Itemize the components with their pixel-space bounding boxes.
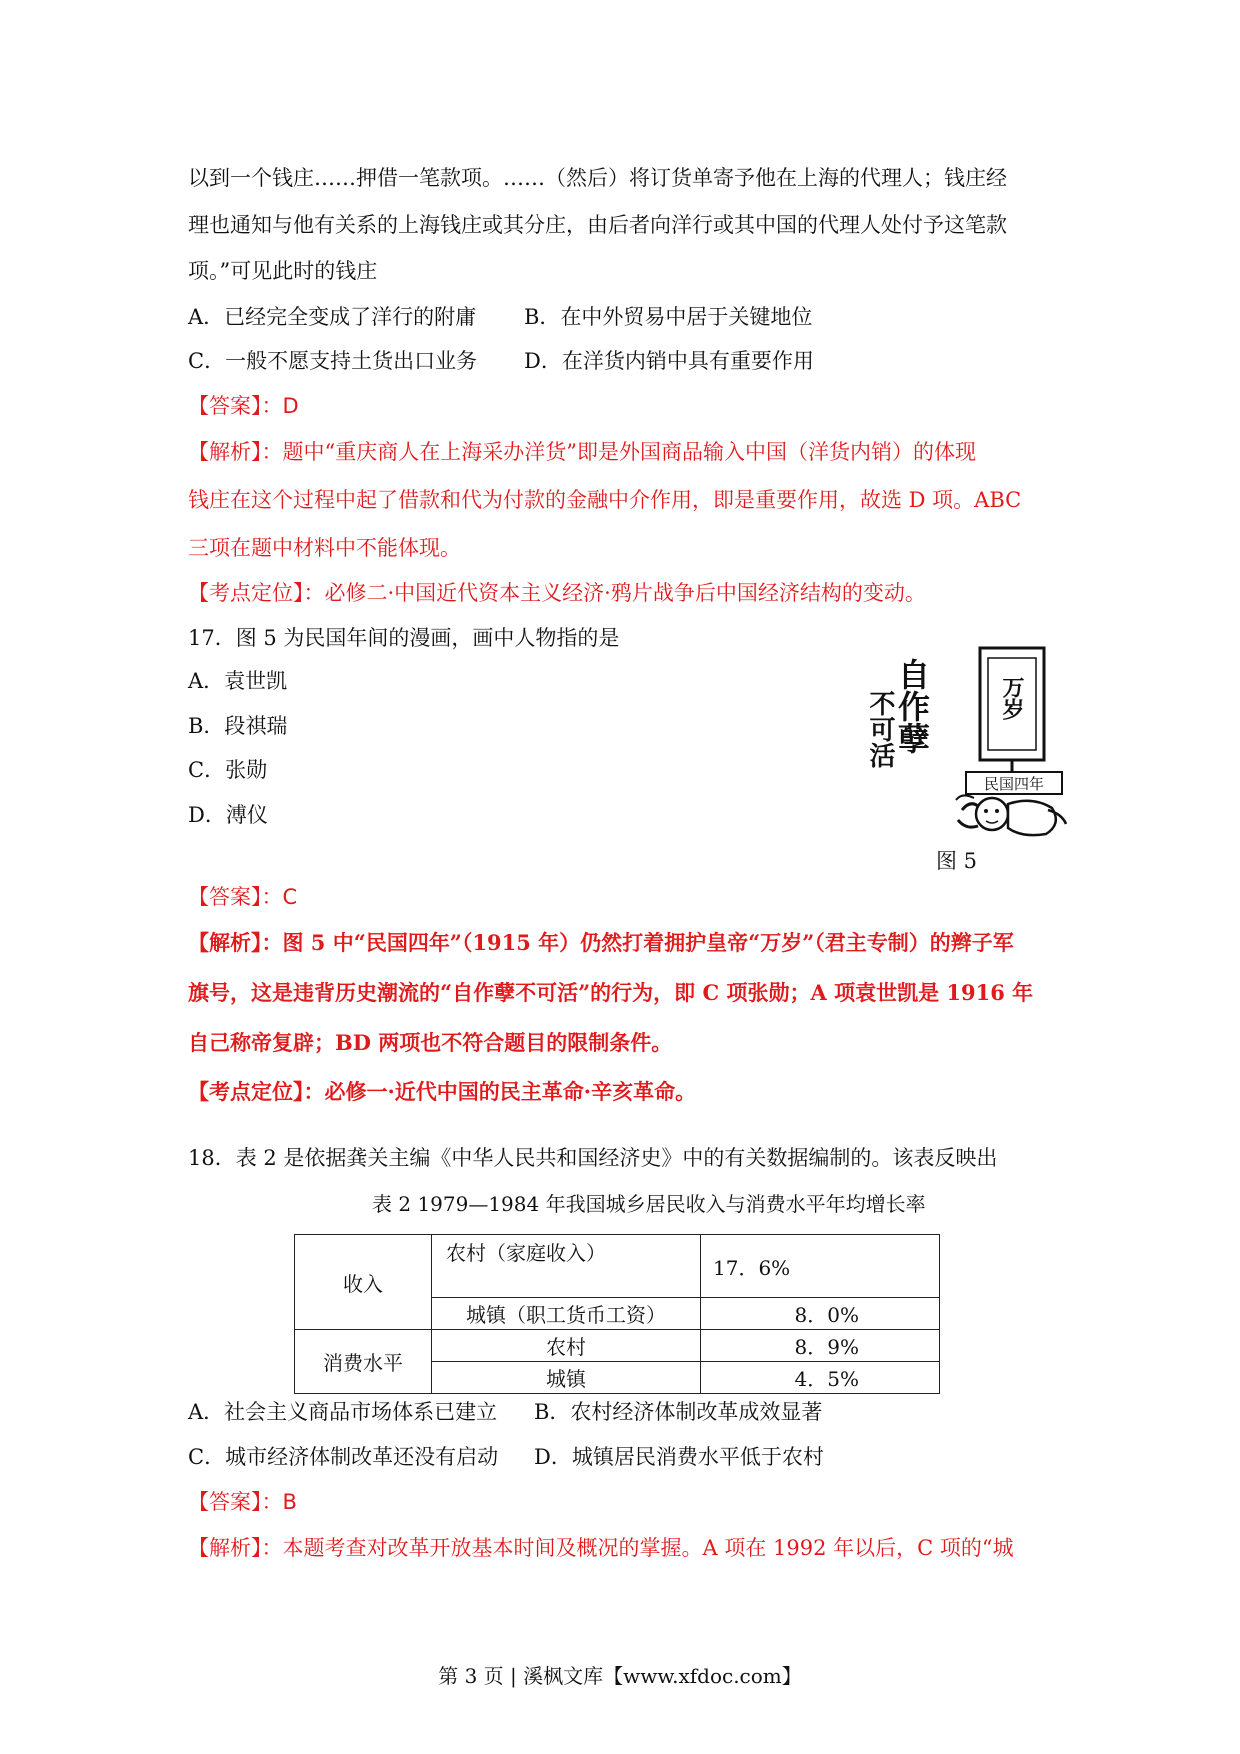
- q18-option-d: D．城镇居民消费水平低于农村: [534, 1445, 824, 1469]
- analysis-label: 【解析】：: [188, 1536, 283, 1560]
- q17-option-a: A．袁世凯: [188, 669, 288, 693]
- kaodian-value: 必修二·中国近代资本主义经济·鸦片战争后中国经济结构的变动。: [324, 581, 926, 605]
- answer-value: C: [282, 885, 298, 909]
- intro-line-1: 以到一个钱庄……押借一笔款项。……（然后）将订货单寄予他在上海的代理人；钱庄经: [188, 166, 1007, 190]
- cartoon-banner-text: 民国四年: [983, 775, 1045, 793]
- answer-value: B: [282, 1490, 297, 1514]
- table-cell-urban-value: 4．5%: [701, 1362, 940, 1394]
- q17-option-b: B．段祺瑞: [188, 714, 288, 738]
- q18-stem: 18．表 2 是依据龚关主编《中华人民共和国经济史》中的有关数据编制的。该表反映出: [188, 1146, 998, 1170]
- page-footer: 第 3 页 | 溪枫文库【www.xfdoc.com】: [438, 1664, 802, 1688]
- q16-analysis-line-3: 三项在题中材料中不能体现。: [188, 536, 461, 560]
- cartoon-calligraphy-left: 不可活: [865, 690, 895, 768]
- answer-label: 【答案】：: [188, 394, 283, 418]
- answer-value: D: [282, 394, 299, 418]
- q18-analysis-line-1: [188, 1533, 1014, 1563]
- intro-line-2: 理也通知与他有关系的上海钱庄或其分庄，由后者向洋行或其中国的代理人处付予这笔款: [188, 213, 1007, 237]
- q18-answer: [188, 1487, 297, 1517]
- answer-label: 【答案】：: [188, 885, 283, 909]
- q17-option-c: C．张勋: [188, 758, 268, 782]
- table-cell-urban-income-value: 8．0%: [701, 1298, 940, 1330]
- cartoon-figure: [862, 624, 1072, 840]
- q17-analysis-line-2: 旗号，这是违背历史潮流的“自作孽不可活”的行为，即 C 项张勋；A 项袁世凯是 1916 年: [188, 980, 1034, 1005]
- analysis-label: 【解析】：: [188, 440, 283, 464]
- q16-option-a: A．已经完全变成了洋行的附庸: [188, 305, 477, 329]
- intro-line-3: 项。”可见此时的钱庄: [188, 259, 378, 283]
- q16-analysis-line-1: [188, 437, 976, 467]
- answer-label: 【答案】：: [188, 1490, 283, 1514]
- table-cell-rural-value: 8．9%: [701, 1330, 940, 1362]
- cartoon-person-head: [976, 798, 1008, 830]
- table-cell-rural-label: 农村: [432, 1330, 701, 1362]
- table-row: [295, 1235, 940, 1298]
- kaodian-value: 必修一·近代中国的民主革命·辛亥革命。: [324, 1079, 697, 1104]
- table-cell-consumption: 消费水平: [295, 1330, 432, 1394]
- q16-option-c: C．一般不愿支持土货出口业务: [188, 349, 478, 373]
- q17-stem: 17．图 5 为民国年间的漫画，画中人物指的是: [188, 626, 620, 650]
- table-cell-urban-label: 城镇: [432, 1362, 701, 1394]
- q17-analysis-line-3: 自己称帝复辟；BD 两项也不符合题目的限制条件。: [188, 1030, 673, 1055]
- table-cell-urban-income-label: 城镇（职工货币工资）: [432, 1298, 701, 1330]
- table-cell-rural-income-value: 17．6%: [701, 1235, 940, 1298]
- table-row: [295, 1330, 940, 1362]
- cartoon-person-body: [1008, 801, 1056, 835]
- data-table: [294, 1234, 940, 1394]
- analysis-text: 图 5 中“民国四年”（1915 年）仍然打着拥护皇帝“万岁”（君主专制）的辫子军: [282, 930, 1014, 955]
- analysis-text: 题中“重庆商人在上海采办洋货”即是外国商品输入中国（洋货内销）的体现: [282, 440, 976, 464]
- q18-option-b: B．农村经济体制改革成效显著: [534, 1400, 823, 1424]
- kaodian-label: 【考点定位】：: [188, 581, 325, 605]
- q18-option-c: C．城市经济体制改革还没有启动: [188, 1445, 499, 1469]
- kaodian-label: 【考点定位】：: [188, 1079, 325, 1104]
- q16-analysis-line-2: 钱庄在这个过程中起了借款和代为付款的金融中介作用，即是重要作用，故选 D 项。ABC: [188, 488, 1022, 512]
- q16-option-d: D．在洋货内销中具有重要作用: [524, 349, 814, 373]
- table-title: 表 2 1979—1984 年我国城乡居民收入与消费水平年均增长率: [372, 1192, 926, 1216]
- q16-answer: [188, 391, 299, 421]
- q17-option-d: D．溥仪: [188, 803, 268, 827]
- analysis-text: 本题考查对改革开放基本时间及概况的掌握。A 项在 1992 年以后，C 项的“城: [282, 1536, 1014, 1560]
- q17-answer: [188, 882, 297, 912]
- q17-kaodian: [188, 1077, 696, 1107]
- cartoon-plaque-text: 万岁: [999, 676, 1025, 720]
- q16-kaodian: [188, 578, 926, 608]
- q17-analysis-line-1: [188, 928, 1014, 958]
- q18-option-a: A．社会主义商品市场体系已建立: [188, 1400, 498, 1424]
- table-cell-income: 收入: [295, 1235, 432, 1330]
- analysis-label: 【解析】：: [188, 930, 283, 955]
- cartoon-calligraphy-right: 自作孽: [893, 658, 931, 754]
- figure-caption: 图 5: [936, 849, 978, 873]
- q16-option-b: B．在中外贸易中居于关键地位: [524, 305, 813, 329]
- table-cell-rural-income-label: 农村（家庭收入）: [432, 1235, 701, 1298]
